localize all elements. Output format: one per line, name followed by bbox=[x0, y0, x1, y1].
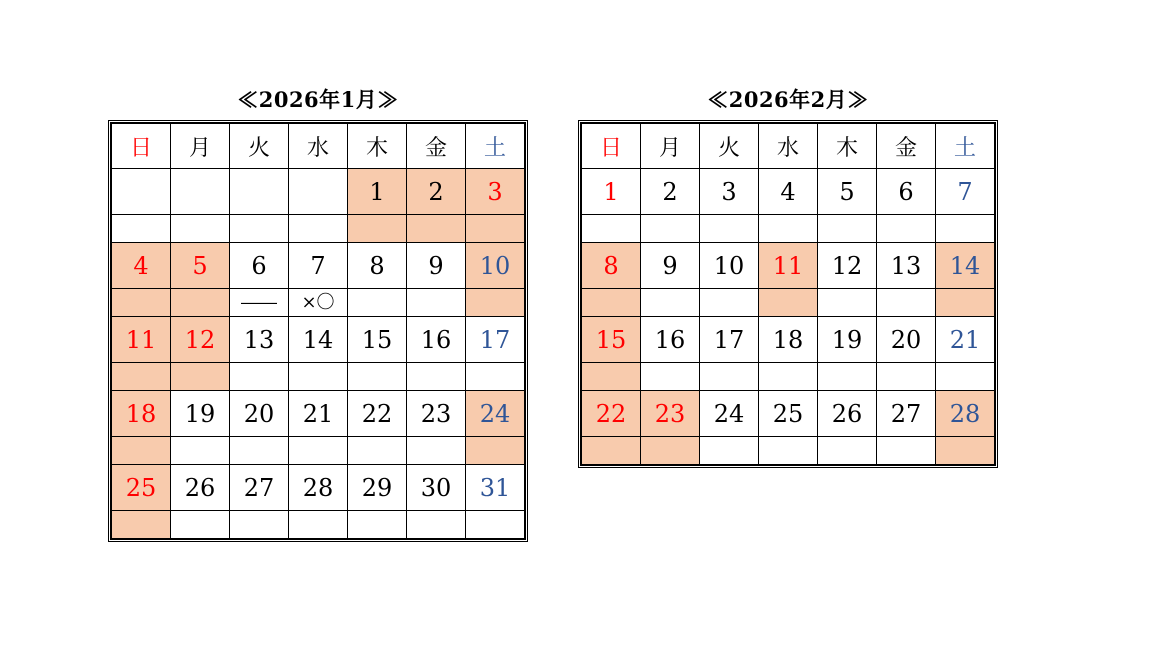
week-note-row bbox=[582, 215, 995, 243]
day-cell bbox=[289, 169, 348, 215]
weekday-header: 日 bbox=[112, 124, 171, 169]
week-row bbox=[582, 317, 995, 363]
day-cell: 31 bbox=[466, 465, 525, 511]
day-note-cell bbox=[289, 437, 348, 465]
day-note-cell bbox=[112, 215, 171, 243]
day-cell: 2 bbox=[641, 169, 700, 215]
day-cell: 4 bbox=[112, 243, 171, 289]
week-row bbox=[112, 169, 525, 215]
day-note-cell bbox=[582, 215, 641, 243]
day-note-cell bbox=[582, 289, 641, 317]
day-cell: 26 bbox=[171, 465, 230, 511]
day-note-cell bbox=[700, 215, 759, 243]
day-cell: 7 bbox=[936, 169, 995, 215]
day-note-cell bbox=[466, 437, 525, 465]
day-cell: 27 bbox=[877, 391, 936, 437]
day-cell: 4 bbox=[759, 169, 818, 215]
week-row bbox=[112, 317, 525, 363]
weekday-header: 火 bbox=[700, 124, 759, 169]
day-note-cell bbox=[759, 289, 818, 317]
weekday-header-row bbox=[582, 124, 995, 169]
day-cell: 27 bbox=[230, 465, 289, 511]
day-cell: 23 bbox=[641, 391, 700, 437]
day-note-cell bbox=[936, 363, 995, 391]
weekday-header: 金 bbox=[877, 124, 936, 169]
day-cell: 14 bbox=[289, 317, 348, 363]
calendar-january bbox=[108, 84, 528, 546]
day-cell: 25 bbox=[759, 391, 818, 437]
week-note-row bbox=[582, 289, 995, 317]
day-note-cell bbox=[818, 215, 877, 243]
day-note-cell bbox=[877, 215, 936, 243]
weekday-header: 土 bbox=[936, 124, 995, 169]
day-note-cell bbox=[759, 215, 818, 243]
day-note-cell bbox=[407, 363, 466, 391]
day-note-cell bbox=[700, 363, 759, 391]
day-cell: 20 bbox=[877, 317, 936, 363]
calendar-title: ≪2026年2月≫ bbox=[707, 87, 869, 112]
day-note-cell bbox=[171, 215, 230, 243]
day-note-cell bbox=[877, 437, 936, 465]
day-note-cell bbox=[407, 215, 466, 243]
day-cell: 1 bbox=[348, 169, 407, 215]
weekday-header: 水 bbox=[759, 124, 818, 169]
day-cell: 18 bbox=[112, 391, 171, 437]
week-row bbox=[112, 243, 525, 289]
day-note-cell bbox=[877, 363, 936, 391]
day-note-cell bbox=[171, 437, 230, 465]
day-note-cell bbox=[641, 215, 700, 243]
day-note-cell bbox=[700, 289, 759, 317]
day-note-cell bbox=[936, 289, 995, 317]
week-row bbox=[582, 169, 995, 215]
day-note-cell bbox=[466, 363, 525, 391]
day-note-cell bbox=[348, 363, 407, 391]
day-note-cell bbox=[936, 215, 995, 243]
day-cell: 17 bbox=[466, 317, 525, 363]
day-cell: 5 bbox=[171, 243, 230, 289]
day-cell: 19 bbox=[171, 391, 230, 437]
day-note-cell bbox=[112, 511, 171, 539]
day-note-cell bbox=[112, 289, 171, 317]
calendar-title: ≪2026年1月≫ bbox=[237, 87, 399, 112]
day-note-cell bbox=[582, 437, 641, 465]
week-note-row bbox=[112, 289, 525, 317]
day-note-cell: ―― bbox=[230, 289, 289, 317]
day-cell: 2 bbox=[407, 169, 466, 215]
day-note-cell bbox=[641, 289, 700, 317]
day-note-cell bbox=[759, 437, 818, 465]
day-note-cell bbox=[171, 363, 230, 391]
day-cell: 28 bbox=[936, 391, 995, 437]
day-cell: 9 bbox=[641, 243, 700, 289]
day-note-cell bbox=[348, 511, 407, 539]
day-note-cell bbox=[582, 363, 641, 391]
day-cell bbox=[112, 169, 171, 215]
day-note-cell bbox=[818, 289, 877, 317]
day-cell: 17 bbox=[700, 317, 759, 363]
day-note-cell bbox=[466, 511, 525, 539]
day-note-cell bbox=[466, 289, 525, 317]
day-note-cell bbox=[759, 363, 818, 391]
day-note-cell bbox=[641, 363, 700, 391]
day-cell: 6 bbox=[877, 169, 936, 215]
day-note-cell bbox=[230, 511, 289, 539]
day-note-cell bbox=[818, 363, 877, 391]
day-note-cell bbox=[407, 437, 466, 465]
day-note-cell bbox=[466, 215, 525, 243]
calendar-frame bbox=[108, 120, 528, 542]
day-cell: 3 bbox=[700, 169, 759, 215]
day-cell: 22 bbox=[582, 391, 641, 437]
day-note-cell bbox=[230, 215, 289, 243]
day-note-cell bbox=[112, 363, 171, 391]
calendar-grid bbox=[111, 123, 525, 539]
day-cell: 11 bbox=[112, 317, 171, 363]
day-cell: 24 bbox=[700, 391, 759, 437]
day-cell: 24 bbox=[466, 391, 525, 437]
day-cell: 25 bbox=[112, 465, 171, 511]
day-cell: 29 bbox=[348, 465, 407, 511]
day-note-cell bbox=[936, 437, 995, 465]
weekday-header: 土 bbox=[466, 124, 525, 169]
day-cell bbox=[171, 169, 230, 215]
weekday-header: 木 bbox=[818, 124, 877, 169]
day-cell: 23 bbox=[407, 391, 466, 437]
day-note-cell bbox=[112, 437, 171, 465]
day-cell: 9 bbox=[407, 243, 466, 289]
day-cell: 3 bbox=[466, 169, 525, 215]
day-note-cell bbox=[877, 289, 936, 317]
weekday-header: 日 bbox=[582, 124, 641, 169]
weekday-header: 水 bbox=[289, 124, 348, 169]
day-note-cell: ×〇 bbox=[289, 289, 348, 317]
day-cell: 10 bbox=[700, 243, 759, 289]
day-cell: 13 bbox=[230, 317, 289, 363]
day-note-cell bbox=[407, 289, 466, 317]
week-note-row bbox=[112, 215, 525, 243]
weekday-header: 月 bbox=[641, 124, 700, 169]
day-cell bbox=[230, 169, 289, 215]
day-note-cell bbox=[289, 215, 348, 243]
day-cell: 5 bbox=[818, 169, 877, 215]
week-note-row bbox=[582, 363, 995, 391]
day-note-cell bbox=[348, 437, 407, 465]
day-cell: 14 bbox=[936, 243, 995, 289]
week-note-row bbox=[112, 363, 525, 391]
week-note-row bbox=[112, 511, 525, 539]
calendar-grid bbox=[581, 123, 995, 465]
day-note-cell bbox=[171, 511, 230, 539]
day-note-cell bbox=[230, 437, 289, 465]
day-cell: 20 bbox=[230, 391, 289, 437]
weekday-header: 金 bbox=[407, 124, 466, 169]
week-row bbox=[112, 465, 525, 511]
day-cell: 10 bbox=[466, 243, 525, 289]
day-cell: 16 bbox=[641, 317, 700, 363]
day-cell: 8 bbox=[582, 243, 641, 289]
day-cell: 7 bbox=[289, 243, 348, 289]
day-cell: 18 bbox=[759, 317, 818, 363]
day-cell: 22 bbox=[348, 391, 407, 437]
day-note-cell bbox=[289, 511, 348, 539]
day-cell: 13 bbox=[877, 243, 936, 289]
day-cell: 16 bbox=[407, 317, 466, 363]
calendar-frame bbox=[578, 120, 998, 468]
day-note-cell bbox=[700, 437, 759, 465]
week-row bbox=[582, 243, 995, 289]
week-note-row bbox=[582, 437, 995, 465]
weekday-header: 木 bbox=[348, 124, 407, 169]
day-cell: 26 bbox=[818, 391, 877, 437]
day-cell: 11 bbox=[759, 243, 818, 289]
day-note-cell bbox=[348, 215, 407, 243]
day-cell: 1 bbox=[582, 169, 641, 215]
day-cell: 15 bbox=[348, 317, 407, 363]
weekday-header: 火 bbox=[230, 124, 289, 169]
day-cell: 19 bbox=[818, 317, 877, 363]
week-row bbox=[112, 391, 525, 437]
day-cell: 12 bbox=[818, 243, 877, 289]
day-note-cell bbox=[407, 511, 466, 539]
day-note-cell bbox=[289, 363, 348, 391]
weekday-header: 月 bbox=[171, 124, 230, 169]
weekday-header-row bbox=[112, 124, 525, 169]
day-note-cell bbox=[348, 289, 407, 317]
day-cell: 21 bbox=[289, 391, 348, 437]
day-note-cell bbox=[818, 437, 877, 465]
week-row bbox=[582, 391, 995, 437]
calendar-february bbox=[578, 84, 998, 472]
day-cell: 8 bbox=[348, 243, 407, 289]
day-note-cell bbox=[641, 437, 700, 465]
day-cell: 30 bbox=[407, 465, 466, 511]
day-cell: 6 bbox=[230, 243, 289, 289]
day-cell: 12 bbox=[171, 317, 230, 363]
week-note-row bbox=[112, 437, 525, 465]
day-cell: 21 bbox=[936, 317, 995, 363]
day-note-cell bbox=[230, 363, 289, 391]
day-cell: 28 bbox=[289, 465, 348, 511]
day-note-cell bbox=[171, 289, 230, 317]
day-cell: 15 bbox=[582, 317, 641, 363]
